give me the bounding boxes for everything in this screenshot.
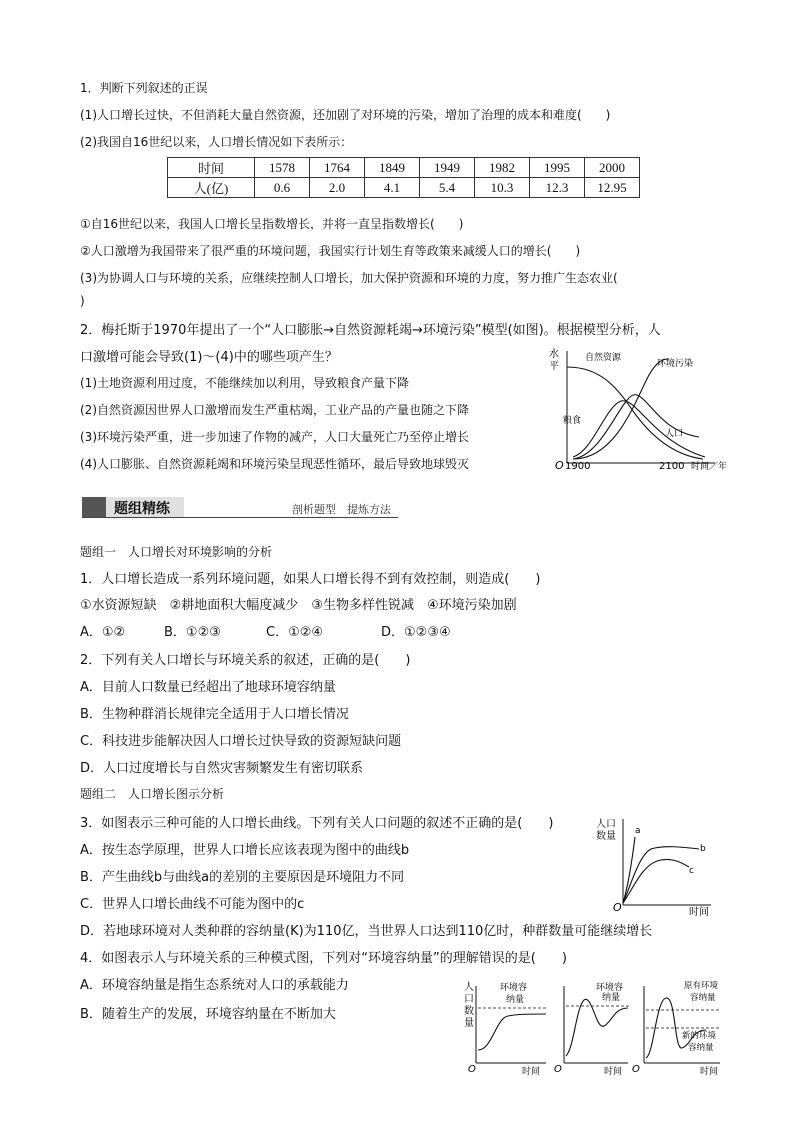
option-a: A．环境容纳量是指生态系统对人口的承载能力 (80, 978, 349, 993)
question-1-sub-2: ②人口激增为我国带来了很严重的环境问题，我国实行计划生育等政策来减缓人口的增长( ) (80, 244, 581, 258)
group-1-heading: 题组一 人口增长对环境影响的分析 (80, 545, 273, 559)
curve-c (623, 859, 689, 903)
table-cell: 1995 (530, 158, 585, 178)
original-capacity-label: 容纳量 (690, 993, 716, 1003)
y-axis-label: 口 (464, 994, 474, 1005)
question-3-items: ①水资源短缺 ②耕地面积大幅度减少 ③生物多样性锐减 ④环境污染加剧 (80, 598, 517, 613)
question-5-stem: 3．如图表示三种可能的人口增长曲线。下列有关人口问题的叙述不正确的是( ) (80, 816, 554, 831)
table-cell: 时间 (168, 158, 255, 178)
model-graph (545, 345, 740, 475)
x-axis-label: 时间 (700, 1067, 719, 1077)
banner-divider (82, 517, 398, 518)
table-cell: 1949 (420, 158, 475, 178)
population-curve (573, 395, 699, 459)
question-1-item-2: (2)我国自16世纪以来，人口增长情况如下表所示： (80, 135, 353, 149)
question-2-line-1: 2．梅托斯于1970年提出了一个“人口膨胀→自然资源耗竭→环境污染”模型(如图)。根据模型分析，人 (80, 323, 661, 338)
question-3-stem: 1．人口增长造成一系列环境问题，如果人口增长得不到有效控制，则造成( ) (80, 572, 541, 587)
population-curve (478, 1014, 546, 1050)
y-axis-label: 数量 (596, 831, 616, 842)
population-table (167, 157, 640, 198)
question-2-option-1: (1)土地资源利用过度，不能继续加以利用，导致粮食产量下降 (80, 376, 410, 390)
model-panel-3 (632, 980, 720, 1077)
y-axis-label: 人 (464, 982, 474, 993)
table-cell: 1849 (365, 158, 420, 178)
question-6-stem: 4．如图表示人与环境关系的三种模式图，下列对“环境容纳量”的理解错误的是( ) (80, 951, 567, 966)
curve-b (623, 847, 699, 903)
option-a: A．目前人口数量已经超出了地球环境容纳量 (80, 680, 336, 695)
table-cell: 12.95 (585, 178, 640, 198)
y-axis-label: 平 (549, 361, 559, 372)
table-cell: 人(亿) (168, 178, 255, 198)
option-b: B．生物种群消长规律完全适用于人口增长情况 (80, 707, 349, 722)
x-tick-label: 2100 (659, 461, 685, 472)
capacity-label: 环境容 (500, 983, 528, 993)
section-banner (82, 497, 398, 519)
question-2-option-2: (2)自然资源因世界人口激增而发生严重枯竭，工业产品的产量也随之下降 (80, 403, 470, 417)
table-cell: 1578 (255, 158, 310, 178)
question-2-line-2: 口激增可能会导致(1)～(4)中的哪些项产生？ (80, 350, 338, 365)
table-cell: 10.3 (475, 178, 530, 198)
y-axis-label: 人口 (596, 819, 616, 830)
table-cell: 2.0 (310, 178, 365, 198)
question-1-item-3: (3)为协调人口与环境的关系，应继续控制人口增长，加大保护资源和环境的力度，努力推广生态农业( (80, 271, 618, 285)
resources-label: 自然资源 (585, 353, 622, 363)
question-1-sub-1: ①自16世纪以来，我国人口增长呈指数增长，并将一直呈指数增长( ) (80, 217, 464, 231)
y-axis-label: 水 (549, 349, 559, 360)
x-axis-label: 时间 (689, 907, 709, 918)
table-cell: 0.6 (255, 178, 310, 198)
banner-subtitle: 剖析题型 提炼方法 (292, 503, 391, 516)
x-axis-label: 时间／年 (691, 462, 728, 472)
curve-c-label: c (689, 866, 694, 876)
option-d: D．人口过度增长与自然灾害频繁发生有密切联系 (80, 761, 364, 776)
x-axis-label: 时间 (604, 1067, 623, 1077)
x-axis-label: 时间 (522, 1067, 541, 1077)
origin-label: O (555, 459, 564, 472)
option-c: C．世界人口增长曲线不可能为图中的c (80, 897, 305, 912)
option-a: A．①② (80, 625, 126, 640)
new-capacity-label: 新的环境 (682, 1031, 717, 1041)
y-axis-label: 数 (464, 1006, 474, 1017)
table-cell: 5.4 (420, 178, 475, 198)
question-1-item-3-end: ) (80, 294, 85, 308)
table-cell: 4.1 (365, 178, 420, 198)
capacity-label: 环境容 (596, 983, 624, 993)
population-label: 人口 (665, 429, 684, 439)
banner-square (82, 497, 106, 517)
table-row (168, 178, 640, 198)
option-b: B．①②③ (164, 625, 221, 640)
table-cell: 2000 (585, 158, 640, 178)
table-cell: 1982 (475, 158, 530, 178)
option-c: C．①②④ (266, 625, 324, 640)
pollution-label: 环境污染 (657, 359, 694, 369)
option-b: B．产生曲线b与曲线a的差别的主要原因是环境阻力不同 (80, 870, 405, 885)
table-cell: 12.3 (530, 178, 585, 198)
option-c: C．科技进步能解决因人口增长过快导致的资源短缺问题 (80, 734, 402, 749)
table-cell: 1764 (310, 158, 365, 178)
y-axis-label: 量 (464, 1018, 474, 1029)
curve-a-label: a (635, 826, 641, 836)
original-capacity-label: 原有环境 (684, 981, 719, 991)
question-1-title: 1．判断下列叙述的正误 (80, 81, 208, 95)
population-curves-graph (593, 813, 718, 918)
question-2-option-3: (3)环境污染严重，进一步加速了作物的减产，人口大量死亡乃至停止增长 (80, 430, 470, 444)
group-2-heading: 题组二 人口增长图示分析 (80, 787, 225, 801)
new-capacity-label: 容纳量 (688, 1043, 714, 1053)
capacity-label: 纳量 (602, 993, 621, 1003)
origin-label: O (632, 1064, 640, 1075)
banner-title: 题组精练 (114, 501, 170, 517)
capacity-models-graph (456, 978, 726, 1078)
question-4-stem: 2．下列有关人口增长与环境关系的叙述，正确的是( ) (80, 653, 411, 668)
origin-label: O (554, 1064, 562, 1075)
curve-b-label: b (700, 844, 706, 854)
option-d: D．①②③④ (381, 625, 451, 640)
food-label: 粮食 (563, 416, 582, 426)
x-tick-label: 1900 (565, 461, 591, 472)
question-2-option-4: (4)人口膨胀、自然资源耗竭和环境污染呈现恶性循环，最后导致地球毁灭 (80, 457, 470, 471)
model-panel-1 (464, 980, 548, 1077)
model-panel-2 (554, 981, 630, 1077)
table-header-row (168, 158, 640, 178)
option-b: B．随着生产的发展，环境容纳量在不断加大 (80, 1007, 336, 1022)
population-curve (566, 999, 628, 1056)
option-a: A．按生态学原理，世界人口增长应该表现为图中的曲线b (80, 843, 410, 858)
origin-label: O (468, 1064, 476, 1075)
capacity-label: 纳量 (506, 995, 525, 1005)
origin-label: O (613, 901, 622, 914)
option-d: D．若地球环境对人类种群的容纳量(K)为110亿，当世界人口达到110亿时，种群数量可能继续增长 (80, 924, 653, 939)
question-1-item-1: (1)人口增长过快，不但消耗大量自然资源，还加剧了对环境的污染，增加了治理的成本和难度( ) (80, 108, 611, 122)
